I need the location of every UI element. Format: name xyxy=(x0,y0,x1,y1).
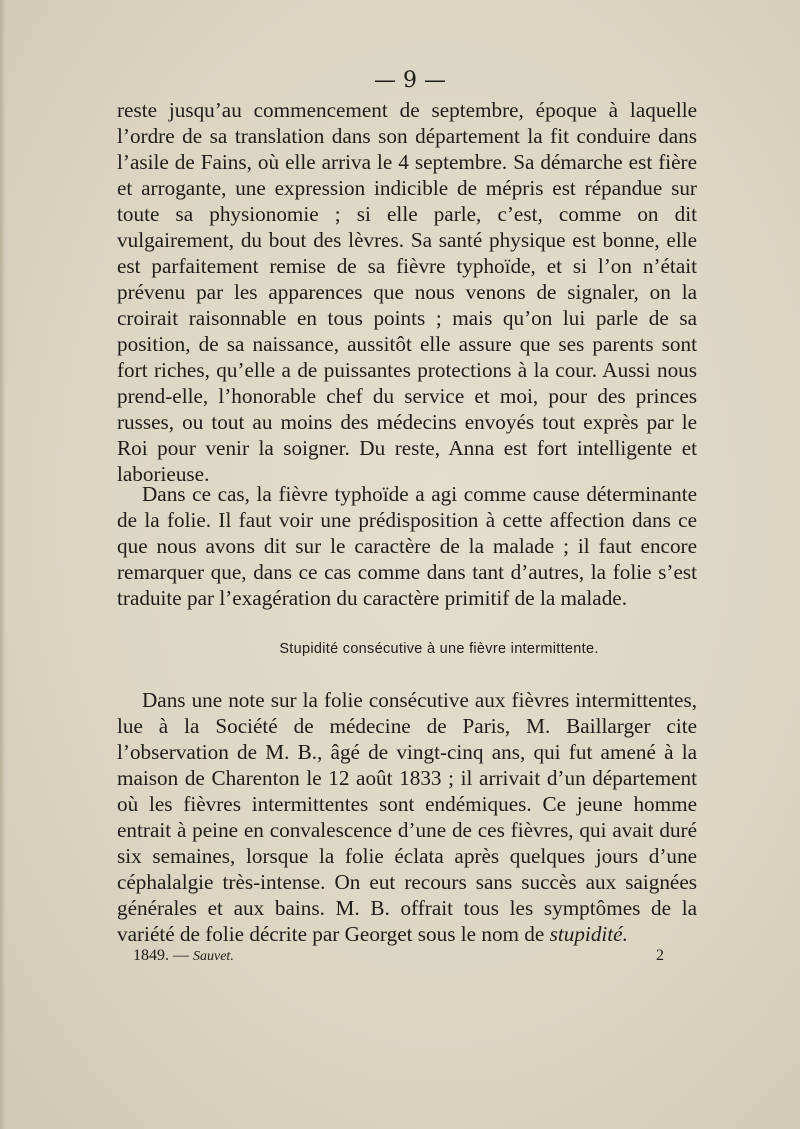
paragraph-3 xyxy=(117,687,697,947)
paragraph-1-text: reste jusqu’au commencement de septembre, époque à laquelle l’ordre de sa translation dans son département la fit conduire dans l’asile de Fains, où elle arriva le 4 septembre. Sa démarche est fière et arrogante, une expression indicible de mépris est répandue sur toute sa physionomie ; si elle parle, c’est, comme on dit vulgairement, du bout des lèvres. Sa santé physique est bonne, elle est parfaitement remise de sa fièvre typhoïde, et si l’on n’était prévenu par les apparences que nous venons de signaler, on la croirait raisonnable en tous points ; mais qu’on lui parle de sa position, de sa naissance, aussitôt elle assure que ses parents sont fort riches, qu’elle a de puissantes protections à la cour. Aussi nous prend-elle, l’honorable chef du service et moi, pour des princes russes, ou tout au moins des médecins envoyés tout exprès par le Roi pour venir la soigner. Du reste, Anna est fort intelligente et laborieuse. xyxy=(117,98,697,486)
signature-number: 2 xyxy=(656,947,664,964)
paragraph-observation xyxy=(117,687,697,947)
page-number: — 9 — xyxy=(374,68,446,93)
paragraph-continuation xyxy=(117,97,697,487)
paragraph-commentary xyxy=(117,481,697,611)
paragraph-3-text: Dans une note sur la folie consécutive aux fièvres intermittentes, lue à la Société de médecine de Paris, M. Baillarger cite l’observation de M. B., âgé de vingt-cinq ans, qui fut amené à la maison de Charenton le 12 août 1833 ; il arrivait d’un département où les fièvres intermittentes sont endémiques. Ce jeune homme entrait à peine en convalescence d’une de ces fièvres, qui avait duré six semaines, lorsque la folie éclata après quelques jours d’une céphalalgie très-intense. On eut recours sans succès aux saignées générales et aux bains. M. B. offrait tous les symptômes de la variété de folie décrite par Georget sous le nom de xyxy=(117,688,697,946)
signature-author: Sauvet. xyxy=(193,949,234,964)
signature-year: 1849. — xyxy=(133,947,189,964)
paragraph-3-emphasis: stupidité. xyxy=(549,922,628,946)
section-heading: Stupidité consécutive à une fièvre intermittente. xyxy=(279,641,599,657)
paragraph-2-text: Dans ce cas, la fièvre typhoïde a agi comme cause déterminante de la folie. Il faut voir une prédisposition à cette affection dans ce que nous avons dit sur le caractère de la malade ; il faut encore remarquer que, dans ce cas comme dans tant d’autres, la folie s’est traduite par l’exagération du caractère primitif de la malade. xyxy=(117,482,697,610)
page-edge-shadow xyxy=(0,0,6,1129)
signature-mark xyxy=(133,947,234,965)
